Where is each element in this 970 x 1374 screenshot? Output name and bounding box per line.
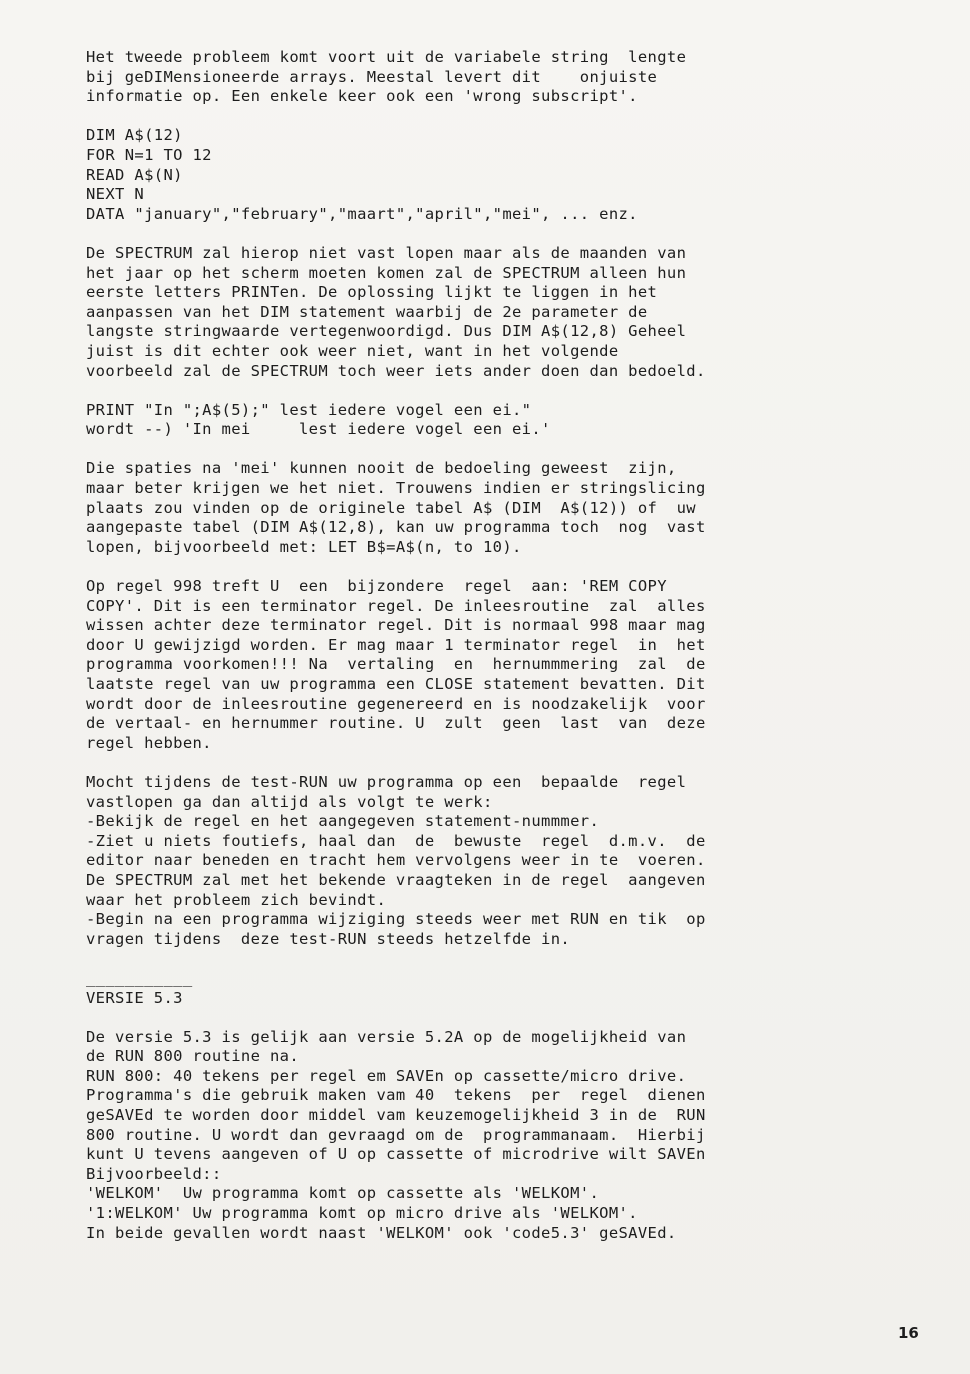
- text-line: wordt door de inleesroutine gegenereerd en is noodzakelijk voor: [86, 694, 706, 713]
- text-line: waar het probleem zich bevindt.: [86, 890, 387, 909]
- text-line: eerste letters PRINTen. De oplossing lijkt te liggen in het: [86, 283, 658, 302]
- blank-line: [86, 440, 842, 460]
- text-line: aanpassen van het DIM statement waarbij de 2e parameter de: [86, 302, 648, 321]
- blank-line: [86, 753, 842, 773]
- text-line: -Ziet u niets foutiefs, haal dan de bewuste regel d.m.v. de: [86, 831, 706, 850]
- blank-line: [86, 381, 842, 401]
- text-line: DATA "january","february","maart","april","mei", ... enz.: [86, 204, 638, 223]
- document-body: [86, 48, 842, 1243]
- text-line: door U gewijzigd worden. Er mag maar 1 terminator regel in het: [86, 635, 706, 654]
- text-line: juist is dit echter ook weer niet, want in het volgende: [86, 341, 619, 360]
- blank-line: [86, 224, 842, 244]
- text-line: programma voorkomen!!! Na vertaling en hernummmering zal de: [86, 655, 706, 674]
- text-line: In beide gevallen wordt naast 'WELKOM' ook 'code5.3' geSAVEd.: [86, 1223, 677, 1242]
- page-number: 16: [898, 1324, 919, 1342]
- text-line: informatie op. Een enkele keer ook een 'wrong subscript'.: [86, 87, 638, 106]
- text-line: READ A$(N): [86, 165, 183, 184]
- text-line: wissen achter deze terminator regel. Dit is normaal 998 maar mag: [86, 616, 706, 635]
- text-line: geSAVEd te worden door middel vam keuzemogelijkheid 3 in de RUN: [86, 1106, 706, 1125]
- text-line: ___________: [86, 968, 193, 987]
- text-line: -Begin na een programma wijziging steeds weer met RUN en tik op: [86, 910, 706, 929]
- text-line: De versie 5.3 is gelijk aan versie 5.2A op de mogelijkheid van: [86, 1027, 687, 1046]
- text-line: voorbeeld zal de SPECTRUM toch weer iets ander doen dan bedoeld.: [86, 361, 706, 380]
- text-line: NEXT N: [86, 185, 145, 204]
- text-line: De SPECTRUM zal met het bekende vraagteken in de regel aangeven: [86, 870, 706, 889]
- text-line: vastlopen ga dan altijd als volgt te werk:: [86, 792, 493, 811]
- text-line: FOR N=1 TO 12: [86, 145, 212, 164]
- blank-line: [86, 1008, 842, 1028]
- text-line: VERSIE 5.3: [86, 988, 183, 1007]
- text-line: DIM A$(12): [86, 126, 183, 145]
- text-line: Programma's die gebruik maken vam 40 tekens per regel dienen: [86, 1086, 706, 1105]
- blank-line: [86, 107, 842, 127]
- text-line: Die spaties na 'mei' kunnen nooit de bedoeling geweest zijn,: [86, 459, 677, 478]
- text-line: aangepaste tabel (DIM A$(12,8), kan uw programma toch nog vast: [86, 518, 706, 537]
- text-line: vragen tijdens deze test-RUN steeds hetzelfde in.: [86, 929, 571, 948]
- text-line: kunt U tevens aangeven of U op cassette of microdrive wilt SAVEn: [86, 1145, 706, 1164]
- text-line: RUN 800: 40 tekens per regel em SAVEn op cassette/micro drive.: [86, 1066, 687, 1085]
- text-line: wordt --) 'In mei lest iedere vogel een ei.': [86, 420, 551, 439]
- text-line: 800 routine. U wordt dan gevraagd om de programmanaam. Hierbij: [86, 1125, 706, 1144]
- text-line: Mocht tijdens de test-RUN uw programma op een bepaalde regel: [86, 772, 687, 791]
- text-line: het jaar op het scherm moeten komen zal de SPECTRUM alleen hun: [86, 263, 687, 282]
- text-line: Op regel 998 treft U een bijzondere regel aan: 'REM COPY: [86, 577, 667, 596]
- text-line: maar beter krijgen we het niet. Trouwens indien er stringslicing: [86, 479, 706, 498]
- text-line: de RUN 800 routine na.: [86, 1047, 299, 1066]
- text-line: Het tweede probleem komt voort uit de variabele string lengte: [86, 48, 687, 66]
- text-line: -Bekijk de regel en het aangegeven statement-nummmer.: [86, 812, 600, 831]
- text-line: plaats zou vinden op de originele tabel A$ (DIM A$(12)) of uw: [86, 498, 696, 517]
- text-line: laatste regel van uw programma een CLOSE statement bevatten. Dit: [86, 675, 706, 693]
- text-line: editor naar beneden en tracht hem vervolgens weer in te voeren.: [86, 851, 706, 870]
- text-line: bij geDIMensioneerde arrays. Meestal levert dit onjuiste: [86, 67, 658, 86]
- text-line: lopen, bijvoorbeeld met: LET B$=A$(n, to 10).: [86, 537, 522, 556]
- text-line: COPY'. Dit is een terminator regel. De inleesroutine zal alles: [86, 596, 706, 615]
- text-line: Bijvoorbeeld::: [86, 1164, 222, 1183]
- text-line: PRINT "In ";A$(5);" lest iedere vogel een ei.": [86, 400, 532, 419]
- text-line: De SPECTRUM zal hierop niet vast lopen maar als de maanden van: [86, 243, 687, 262]
- text-line: regel hebben.: [86, 733, 212, 752]
- text-line: de vertaal- en hernummer routine. U zult geen last van deze: [86, 714, 706, 733]
- blank-line: [86, 557, 842, 577]
- blank-line: [86, 949, 842, 969]
- text-line: '1:WELKOM' Uw programma komt op micro drive als 'WELKOM'.: [86, 1204, 638, 1223]
- text-line: langste stringwaarde vertegenwoordigd. Dus DIM A$(12,8) Geheel: [86, 322, 687, 341]
- text-line: 'WELKOM' Uw programma komt op cassette als 'WELKOM'.: [86, 1184, 600, 1203]
